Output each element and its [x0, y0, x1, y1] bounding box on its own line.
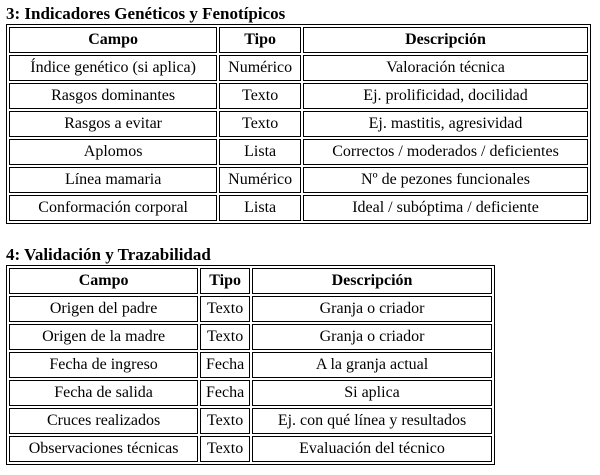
- cell-descripcion: Ej. mastitis, agresividad: [303, 111, 588, 137]
- section-genetic-indicators: [0, 4, 591, 224]
- table-row: [9, 324, 492, 350]
- cell-campo: Índice genético (si aplica): [9, 55, 217, 81]
- cell-tipo: Texto: [200, 436, 250, 462]
- cell-campo: Rasgos dominantes: [9, 83, 217, 109]
- header-tipo: Tipo: [200, 268, 250, 294]
- table-row: [9, 195, 588, 221]
- cell-descripcion: Ideal / subóptima / deficiente: [303, 195, 588, 221]
- header-tipo: Tipo: [219, 27, 301, 53]
- cell-descripcion: Ej. con qué línea y resultados: [252, 408, 492, 434]
- cell-campo: Fecha de ingreso: [9, 352, 198, 378]
- cell-tipo: Numérico: [219, 55, 301, 81]
- cell-tipo: Fecha: [200, 380, 250, 406]
- table-row: [9, 55, 588, 81]
- cell-campo: Aplomos: [9, 139, 217, 165]
- table-row: [9, 380, 492, 406]
- cell-descripcion: Correctos / moderados / deficientes: [303, 139, 588, 165]
- header-descripcion: Descripción: [252, 268, 492, 294]
- cell-tipo: Texto: [200, 408, 250, 434]
- cell-campo: Fecha de salida: [9, 380, 198, 406]
- cell-descripcion: Si aplica: [252, 380, 492, 406]
- header-descripcion: Descripción: [303, 27, 588, 53]
- genetic-indicators-table: [6, 24, 591, 224]
- cell-tipo: Texto: [219, 111, 301, 137]
- cell-descripcion: Nº de pezones funcionales: [303, 167, 588, 193]
- cell-campo: Observaciones técnicas: [9, 436, 198, 462]
- table-row: [9, 352, 492, 378]
- validation-traceability-table: [6, 265, 495, 465]
- header-campo: Campo: [9, 27, 217, 53]
- cell-descripcion: Evaluación del técnico: [252, 436, 492, 462]
- cell-tipo: Fecha: [200, 352, 250, 378]
- table-row: [9, 139, 588, 165]
- cell-tipo: Lista: [219, 139, 301, 165]
- table-row: [9, 436, 492, 462]
- header-campo: Campo: [9, 268, 198, 294]
- cell-campo: Línea mamaria: [9, 167, 217, 193]
- cell-campo: Rasgos a evitar: [9, 111, 217, 137]
- cell-descripcion: Granja o criador: [252, 324, 492, 350]
- table-header-row: [9, 268, 492, 294]
- cell-descripcion: A la granja actual: [252, 352, 492, 378]
- cell-descripcion: Valoración técnica: [303, 55, 588, 81]
- table-header-row: [9, 27, 588, 53]
- table-row: [9, 111, 588, 137]
- cell-campo: Origen del padre: [9, 296, 198, 322]
- cell-tipo: Lista: [219, 195, 301, 221]
- cell-tipo: Texto: [219, 83, 301, 109]
- section-title: 3: Indicadores Genéticos y Fenotípicos: [6, 4, 286, 23]
- cell-descripcion: Granja o criador: [252, 296, 492, 322]
- table-row: [9, 296, 492, 322]
- section-validation-traceability: [0, 245, 495, 465]
- cell-campo: Conformación corporal: [9, 195, 217, 221]
- table-row: [9, 167, 588, 193]
- cell-descripcion: Ej. prolificidad, docilidad: [303, 83, 588, 109]
- table-row: [9, 408, 492, 434]
- table-row: [9, 83, 588, 109]
- cell-campo: Cruces realizados: [9, 408, 198, 434]
- cell-tipo: Numérico: [219, 167, 301, 193]
- section-title: 4: Validación y Trazabilidad: [6, 245, 211, 264]
- cell-tipo: Texto: [200, 324, 250, 350]
- cell-campo: Origen de la madre: [9, 324, 198, 350]
- cell-tipo: Texto: [200, 296, 250, 322]
